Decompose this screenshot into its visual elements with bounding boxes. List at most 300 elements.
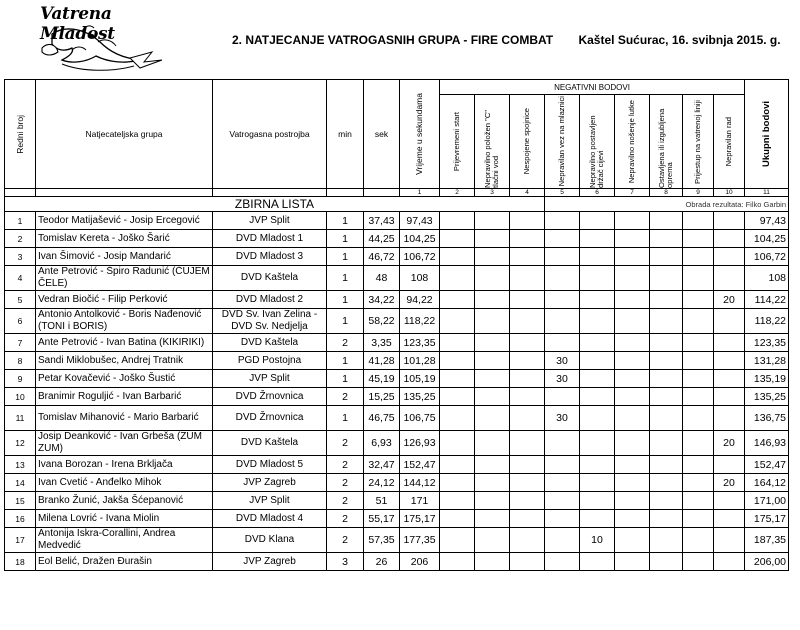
neg-cell <box>683 370 714 388</box>
neg-cell <box>440 528 475 553</box>
total-cell: 171,00 <box>745 492 789 510</box>
group-cell: Eol Belić, Dražen Đurašin <box>36 553 213 571</box>
neg-cell <box>440 309 475 334</box>
sec-cell: 55,17 <box>364 510 400 528</box>
neg-cell <box>545 510 580 528</box>
table-row <box>5 352 789 370</box>
logo <box>12 2 177 72</box>
neg-cell <box>650 352 683 370</box>
neg-cell <box>475 352 510 370</box>
neg-cell <box>714 212 745 230</box>
neg-cell <box>714 528 745 553</box>
time-cell: 106,72 <box>400 248 440 266</box>
neg-cell <box>475 510 510 528</box>
neg-cell <box>580 334 615 352</box>
unit-cell: JVP Zagreb <box>213 474 327 492</box>
table-row <box>5 474 789 492</box>
neg-cell <box>714 456 745 474</box>
neg-cell <box>440 431 475 456</box>
col-rank-header: Redni broj <box>5 80 36 189</box>
neg-cell <box>683 406 714 431</box>
neg-cell <box>580 431 615 456</box>
neg-cell <box>650 388 683 406</box>
time-cell: 108 <box>400 266 440 291</box>
neg-cell <box>615 406 650 431</box>
neg-cell <box>714 370 745 388</box>
neg-cell <box>475 309 510 334</box>
table-row <box>5 212 789 230</box>
time-cell: 94,22 <box>400 291 440 309</box>
unit-cell: DVD Mladost 4 <box>213 510 327 528</box>
unit-cell: JVP Zagreb <box>213 553 327 571</box>
neg-cell <box>714 492 745 510</box>
neg-cell <box>615 431 650 456</box>
neg-cell <box>615 266 650 291</box>
time-cell: 101,28 <box>400 352 440 370</box>
neg-cell <box>683 309 714 334</box>
neg-cell <box>683 553 714 571</box>
table-row <box>5 388 789 406</box>
unit-cell: DVD Kaštela <box>213 266 327 291</box>
group-cell: Petar Kovačević - Joško Šustić <box>36 370 213 388</box>
unit-cell: DVD Kaštela <box>213 334 327 352</box>
rank-cell: 8 <box>5 352 36 370</box>
group-cell: Ivan Cvetić - Anđelko Mihok <box>36 474 213 492</box>
neg-cell <box>650 492 683 510</box>
rank-cell: 14 <box>5 474 36 492</box>
col-unit-header: Vatrogasna postrojba <box>213 80 327 189</box>
sec-cell: 44,25 <box>364 230 400 248</box>
col-group-header: Natjecateljska grupa <box>36 80 213 189</box>
neg-cell <box>545 553 580 571</box>
total-cell: 146,93 <box>745 431 789 456</box>
sec-cell: 37,43 <box>364 212 400 230</box>
total-cell: 114,22 <box>745 291 789 309</box>
neg-cell <box>475 388 510 406</box>
min-cell: 1 <box>327 266 364 291</box>
competition-title: 2. NATJECANJE VATROGASNIH GRUPA - FIRE COMBAT <box>232 33 554 47</box>
neg-cell <box>545 309 580 334</box>
col-neg-dummy-carry: Nepravilno nošenje lutke <box>615 95 650 189</box>
unit-cell: JVP Split <box>213 212 327 230</box>
neg-cell <box>683 388 714 406</box>
table-row <box>5 510 789 528</box>
neg-cell <box>580 388 615 406</box>
col-number: 2 <box>440 189 475 197</box>
neg-cell <box>440 248 475 266</box>
col-number: 5 <box>545 189 580 197</box>
group-cell: Sandi Miklobušec, Andrej Tratnik <box>36 352 213 370</box>
rank-cell: 6 <box>5 309 36 334</box>
column-number-row <box>5 189 789 197</box>
min-cell: 2 <box>327 388 364 406</box>
col-number: 3 <box>475 189 510 197</box>
sec-cell: 41,28 <box>364 352 400 370</box>
min-cell: 1 <box>327 291 364 309</box>
neg-cell <box>580 474 615 492</box>
col-neg-improper-work: Nepravilan rad <box>714 95 745 189</box>
neg-cell <box>475 230 510 248</box>
sec-cell: 24,12 <box>364 474 400 492</box>
neg-cell <box>683 474 714 492</box>
neg-cell <box>714 510 745 528</box>
neg-cell <box>475 212 510 230</box>
neg-cell <box>510 388 545 406</box>
group-cell: Tomislav Mihanović - Mario Barbarić <box>36 406 213 431</box>
neg-cell <box>650 212 683 230</box>
min-cell: 1 <box>327 352 364 370</box>
table-row <box>5 456 789 474</box>
col-number: 7 <box>615 189 650 197</box>
neg-cell <box>580 406 615 431</box>
neg-cell <box>650 528 683 553</box>
neg-cell <box>440 352 475 370</box>
neg-cell <box>683 456 714 474</box>
neg-cell: 30 <box>545 352 580 370</box>
min-cell: 1 <box>327 230 364 248</box>
total-cell: 135,25 <box>745 388 789 406</box>
time-cell: 175,17 <box>400 510 440 528</box>
total-cell: 164,12 <box>745 474 789 492</box>
page-heading <box>232 33 781 47</box>
neg-cell <box>615 388 650 406</box>
neg-cell <box>510 370 545 388</box>
total-cell: 135,19 <box>745 370 789 388</box>
neg-cell <box>650 431 683 456</box>
rank-cell: 10 <box>5 388 36 406</box>
neg-cell: 30 <box>545 406 580 431</box>
neg-cell <box>580 510 615 528</box>
time-cell: 126,93 <box>400 431 440 456</box>
neg-cell <box>615 492 650 510</box>
sec-cell: 32,47 <box>364 456 400 474</box>
col-min-header: min <box>327 80 364 189</box>
neg-cell <box>475 334 510 352</box>
neg-cell <box>683 334 714 352</box>
header-row-top <box>5 80 789 95</box>
neg-cell <box>580 248 615 266</box>
neg-cell <box>683 266 714 291</box>
col-neg-couplings: Nespojene spojnice <box>510 95 545 189</box>
neg-cell <box>545 528 580 553</box>
neg-cell <box>683 248 714 266</box>
neg-cell <box>580 352 615 370</box>
neg-cell <box>650 291 683 309</box>
total-cell: 108 <box>745 266 789 291</box>
neg-cell <box>440 474 475 492</box>
neg-cell <box>440 266 475 291</box>
group-cell: Antonija Iskra-Corallini, Andrea Medvedić <box>36 528 213 553</box>
neg-cell <box>580 309 615 334</box>
neg-cell <box>683 291 714 309</box>
col-number: 6 <box>580 189 615 197</box>
neg-cell <box>615 352 650 370</box>
neg-cell <box>615 510 650 528</box>
table-row <box>5 431 789 456</box>
neg-cell <box>510 431 545 456</box>
min-cell: 2 <box>327 334 364 352</box>
rank-cell: 13 <box>5 456 36 474</box>
unit-cell: DVD Mladost 1 <box>213 230 327 248</box>
min-cell: 2 <box>327 510 364 528</box>
group-cell: Branko Žunić, Jakša Šćepanović <box>36 492 213 510</box>
neg-cell <box>545 431 580 456</box>
neg-cell <box>510 528 545 553</box>
neg-cell <box>615 528 650 553</box>
col-number: 9 <box>683 189 714 197</box>
summary-title: ZBIRNA LISTA <box>5 197 545 212</box>
group-cell: Josip Deanković - Ivan Grbeša (ZUM ZUM) <box>36 431 213 456</box>
total-cell: 104,25 <box>745 230 789 248</box>
neg-cell <box>545 230 580 248</box>
group-cell: Milena Lovrić - Ivana Miolin <box>36 510 213 528</box>
min-cell: 2 <box>327 474 364 492</box>
table-row <box>5 492 789 510</box>
sec-cell: 15,25 <box>364 388 400 406</box>
neg-cell <box>683 492 714 510</box>
neg-cell <box>545 291 580 309</box>
rank-cell: 3 <box>5 248 36 266</box>
col-neg-nozzle-tie: Nepravilan vez na mlaznici <box>545 95 580 189</box>
table-row <box>5 266 789 291</box>
min-cell: 1 <box>327 309 364 334</box>
neg-cell <box>510 456 545 474</box>
group-cell: Ante Petrović - Špiro Radunić (ČUJEM ČELE) <box>36 266 213 291</box>
sec-cell: 48 <box>364 266 400 291</box>
total-cell: 118,22 <box>745 309 789 334</box>
neg-cell <box>475 492 510 510</box>
neg-cell <box>545 212 580 230</box>
unit-cell: DVD Žrnovnica <box>213 388 327 406</box>
neg-cell <box>475 474 510 492</box>
time-cell: 106,75 <box>400 406 440 431</box>
col-sec-header: sek <box>364 80 400 189</box>
col-number: 8 <box>650 189 683 197</box>
sec-cell: 45,19 <box>364 370 400 388</box>
neg-cell <box>714 230 745 248</box>
table-row <box>5 528 789 553</box>
neg-cell <box>545 388 580 406</box>
unit-cell: DVD Mladost 3 <box>213 248 327 266</box>
sec-cell: 6,93 <box>364 431 400 456</box>
min-cell: 2 <box>327 492 364 510</box>
neg-cell <box>440 492 475 510</box>
group-cell: Branimir Roguljić - Ivan Barbarić <box>36 388 213 406</box>
neg-cell <box>510 492 545 510</box>
col-neg-hose-laid: Nepravilno položen "C" tlačni vod <box>475 95 510 189</box>
time-cell: 135,25 <box>400 388 440 406</box>
rank-cell: 12 <box>5 431 36 456</box>
neg-cell <box>545 492 580 510</box>
sec-cell: 34,22 <box>364 291 400 309</box>
neg-cell <box>714 388 745 406</box>
neg-cell <box>440 334 475 352</box>
time-cell: 104,25 <box>400 230 440 248</box>
neg-cell <box>580 230 615 248</box>
group-cell: Ivan Šimović - Josip Mandarić <box>36 248 213 266</box>
neg-cell <box>475 248 510 266</box>
col-neg-hose-holder: Nepravilno postavljen držač cijevi <box>580 95 615 189</box>
unit-cell: DVD Mladost 5 <box>213 456 327 474</box>
col-seconds-total-header: Vrijeme u sekundama <box>400 80 440 189</box>
total-cell: 175,17 <box>745 510 789 528</box>
total-cell: 187,35 <box>745 528 789 553</box>
neg-cell <box>580 553 615 571</box>
group-cell: Antonio Antolković - Boris Nađenović (TONI i BORIS) <box>36 309 213 334</box>
rank-cell: 16 <box>5 510 36 528</box>
neg-cell <box>475 291 510 309</box>
unit-cell: JVP Split <box>213 370 327 388</box>
neg-cell <box>475 370 510 388</box>
neg-cell <box>545 266 580 291</box>
table-row <box>5 230 789 248</box>
sec-cell: 58,22 <box>364 309 400 334</box>
neg-cell <box>440 370 475 388</box>
results-table <box>4 79 789 571</box>
summary-banner <box>5 197 789 212</box>
table-row <box>5 291 789 309</box>
neg-cell <box>580 291 615 309</box>
table-row <box>5 370 789 388</box>
min-cell: 1 <box>327 370 364 388</box>
neg-cell <box>545 456 580 474</box>
rank-cell: 4 <box>5 266 36 291</box>
total-cell: 136,75 <box>745 406 789 431</box>
min-cell: 1 <box>327 406 364 431</box>
sec-cell: 46,75 <box>364 406 400 431</box>
total-cell: 131,28 <box>745 352 789 370</box>
col-number: 1 <box>400 189 440 197</box>
sec-cell: 51 <box>364 492 400 510</box>
rank-cell: 5 <box>5 291 36 309</box>
neg-cell <box>714 334 745 352</box>
neg-cell <box>580 492 615 510</box>
col-neg-lost-equipment: Ostavljena ili izgubljena oprema <box>650 95 683 189</box>
rank-cell: 17 <box>5 528 36 553</box>
min-cell: 2 <box>327 456 364 474</box>
table-row <box>5 309 789 334</box>
min-cell: 3 <box>327 553 364 571</box>
neg-cell <box>510 266 545 291</box>
neg-cell <box>440 388 475 406</box>
neg-cell <box>475 406 510 431</box>
neg-cell <box>683 230 714 248</box>
unit-cell: PGD Postojna <box>213 352 327 370</box>
neg-cell <box>475 431 510 456</box>
neg-cell <box>650 406 683 431</box>
time-cell: 177,35 <box>400 528 440 553</box>
min-cell: 2 <box>327 431 364 456</box>
neg-cell <box>510 510 545 528</box>
time-cell: 105,19 <box>400 370 440 388</box>
neg-cell <box>615 230 650 248</box>
table-row <box>5 248 789 266</box>
total-cell: 123,35 <box>745 334 789 352</box>
neg-cell <box>510 309 545 334</box>
neg-cell <box>650 230 683 248</box>
neg-cell <box>440 456 475 474</box>
neg-cell <box>714 406 745 431</box>
rank-cell: 7 <box>5 334 36 352</box>
neg-cell <box>615 370 650 388</box>
neg-cell <box>580 212 615 230</box>
total-cell: 97,43 <box>745 212 789 230</box>
group-cell: Ivana Borozan - Irena Brkljača <box>36 456 213 474</box>
results-body <box>5 212 789 571</box>
neg-cell <box>475 553 510 571</box>
group-cell: Ante Petrović - Ivan Batina (KIKIRIKI) <box>36 334 213 352</box>
total-cell: 206,00 <box>745 553 789 571</box>
neg-cell <box>714 248 745 266</box>
negative-points-header: NEGATIVNI BODOVI <box>440 80 745 95</box>
group-cell: Teodor Matijašević - Josip Ercegović <box>36 212 213 230</box>
neg-cell <box>650 248 683 266</box>
neg-cell <box>440 406 475 431</box>
total-cell: 152,47 <box>745 456 789 474</box>
neg-cell <box>440 291 475 309</box>
sec-cell: 57,35 <box>364 528 400 553</box>
neg-cell <box>683 212 714 230</box>
unit-cell: DVD Žrnovnica <box>213 406 327 431</box>
rank-cell: 15 <box>5 492 36 510</box>
neg-cell <box>650 456 683 474</box>
time-cell: 97,43 <box>400 212 440 230</box>
neg-cell <box>714 553 745 571</box>
neg-cell <box>650 474 683 492</box>
neg-cell <box>615 334 650 352</box>
neg-cell <box>714 352 745 370</box>
table-row <box>5 406 789 431</box>
neg-cell <box>615 248 650 266</box>
rank-cell: 1 <box>5 212 36 230</box>
neg-cell <box>510 406 545 431</box>
neg-cell <box>714 309 745 334</box>
rank-cell: 11 <box>5 406 36 431</box>
rank-cell: 18 <box>5 553 36 571</box>
neg-cell <box>510 553 545 571</box>
neg-cell <box>510 334 545 352</box>
sec-cell: 3,35 <box>364 334 400 352</box>
neg-cell <box>545 334 580 352</box>
neg-cell <box>440 510 475 528</box>
col-neg-fire-line: Prijestup na vatrenoj liniji <box>683 95 714 189</box>
unit-cell: JVP Split <box>213 492 327 510</box>
sec-cell: 26 <box>364 553 400 571</box>
unit-cell: DVD Klana <box>213 528 327 553</box>
min-cell: 1 <box>327 248 364 266</box>
col-number: 11 <box>745 189 789 197</box>
neg-cell <box>580 370 615 388</box>
neg-cell <box>683 510 714 528</box>
table-row <box>5 553 789 571</box>
neg-cell <box>650 266 683 291</box>
neg-cell <box>650 334 683 352</box>
min-cell: 2 <box>327 528 364 553</box>
neg-cell <box>615 474 650 492</box>
sec-cell: 46,72 <box>364 248 400 266</box>
rank-cell: 2 <box>5 230 36 248</box>
min-cell: 1 <box>327 212 364 230</box>
col-number: 10 <box>714 189 745 197</box>
time-cell: 152,47 <box>400 456 440 474</box>
neg-cell <box>683 528 714 553</box>
neg-cell <box>545 248 580 266</box>
neg-cell <box>683 352 714 370</box>
neg-cell <box>440 212 475 230</box>
neg-cell: 20 <box>714 474 745 492</box>
neg-cell <box>580 266 615 291</box>
neg-cell <box>510 248 545 266</box>
